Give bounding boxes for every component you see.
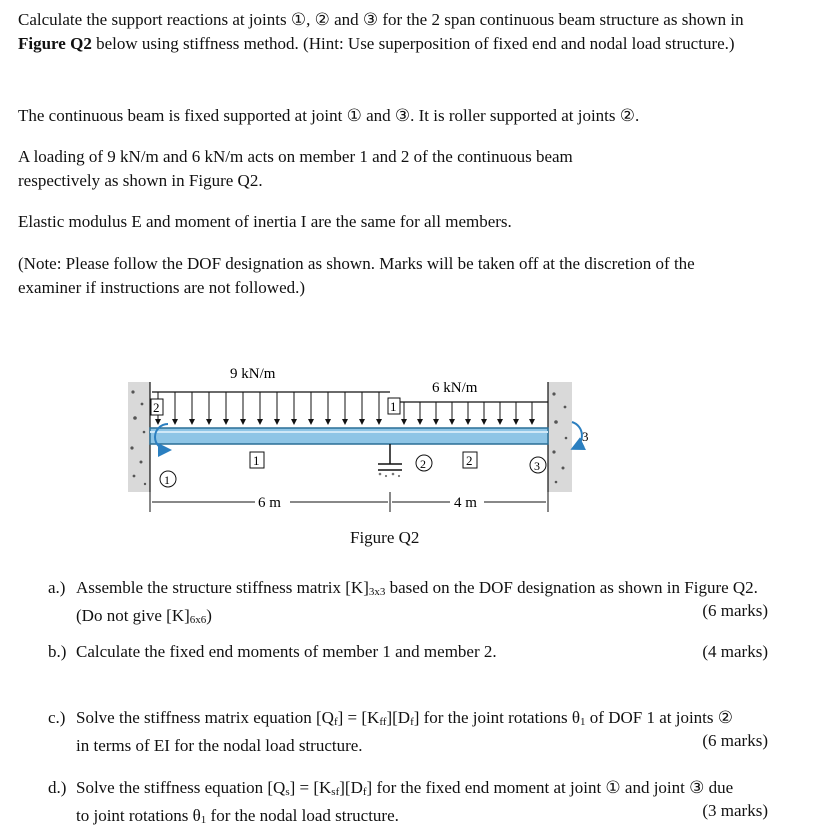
question-d — [48, 776, 768, 824]
question-a — [48, 576, 768, 624]
question-label: a.) — [48, 578, 66, 597]
beam — [150, 428, 548, 444]
marks: (3 marks) — [702, 801, 768, 820]
intro-text: Calculate the support reactions at joints ①, ② and ③ for the 2 span continuous beam structure as shown in — [18, 10, 744, 29]
load-label-1: 9 kN/m — [230, 366, 276, 382]
beam-figure — [0, 352, 814, 552]
dof-label-right: 3 — [582, 429, 589, 444]
question-text: Calculate the fixed end moments of member 1 and member 2. — [76, 642, 497, 661]
figure-caption: Figure Q2 — [350, 528, 420, 547]
question-label: d.) — [48, 778, 67, 797]
roller-support — [378, 444, 402, 477]
marks: (6 marks) — [702, 601, 768, 620]
joint-label-1: 1 — [164, 473, 170, 487]
intro-paragraph-4: Elastic modulus E and moment of inertia I are the same for all members. — [18, 212, 512, 231]
intro-paragraph-3: A loading of 9 kN/m and 6 kN/m acts on member 1 and 2 of the continuous beam respectively as shown in Figure Q2. — [18, 147, 573, 190]
rotation-arrow-right — [572, 422, 582, 448]
dof-label-mid: 1 — [390, 399, 397, 414]
right-fixed-support — [548, 382, 572, 492]
left-fixed-support — [128, 382, 150, 492]
intro-paragraph-1 — [18, 8, 778, 56]
question-text: Solve the stiffness equation $[Q_s] = [K_{sf}][D_f]$ for the fixed end moment at joint ① and joint ③ due to joint rotations $\theta_1$ for the nodal load structure. — [76, 778, 734, 826]
joint-label-3: 3 — [534, 459, 540, 473]
dimension-lines — [150, 492, 548, 512]
intro-paragraph-2: The continuous beam is fixed supported at joint ① and ③. It is roller supported at joints ②. — [18, 106, 640, 125]
load-6kn-per-m — [398, 402, 548, 424]
span-label-1: 6 m — [258, 495, 281, 511]
load-9kn-per-m — [152, 392, 390, 424]
question-text: Assemble the structure stiffness matrix $[K]_{3x3}$ based on the DOF designation as shown in Figure Q2. (Do not give $[K]_{6x6}$) — [76, 578, 758, 626]
question-c — [48, 706, 768, 754]
load-label-2: 6 kN/m — [432, 380, 478, 396]
member-label-1: 1 — [253, 453, 260, 468]
question-text: Solve the stiffness matrix equation $[Q_f] = [K_{ff}][D_f]$ for the joint rotations $\theta_1$ of DOF 1 at joints ② in terms of EI for the nodal load structure. — [76, 708, 734, 755]
span-label-2: 4 m — [454, 495, 477, 511]
marks: (4 marks) — [702, 642, 768, 661]
intro-text: below using stiffness method. (Hint: Use superposition of fixed end and nodal load structure.) — [91, 34, 735, 53]
joint-label-2: 2 — [420, 457, 426, 471]
figure-reference: Figure Q2 — [18, 34, 92, 53]
dof-label-left: 2 — [153, 400, 160, 415]
intro-paragraph-5: (Note: Please follow the DOF designation as shown. Marks will be taken off at the discretion of the examiner if instructions are not followed.) — [18, 254, 695, 297]
marks: (6 marks) — [702, 731, 768, 750]
member-label-2: 2 — [466, 453, 473, 468]
question-label: c.) — [48, 708, 66, 727]
question-b — [48, 640, 768, 664]
question-label: b.) — [48, 642, 67, 661]
